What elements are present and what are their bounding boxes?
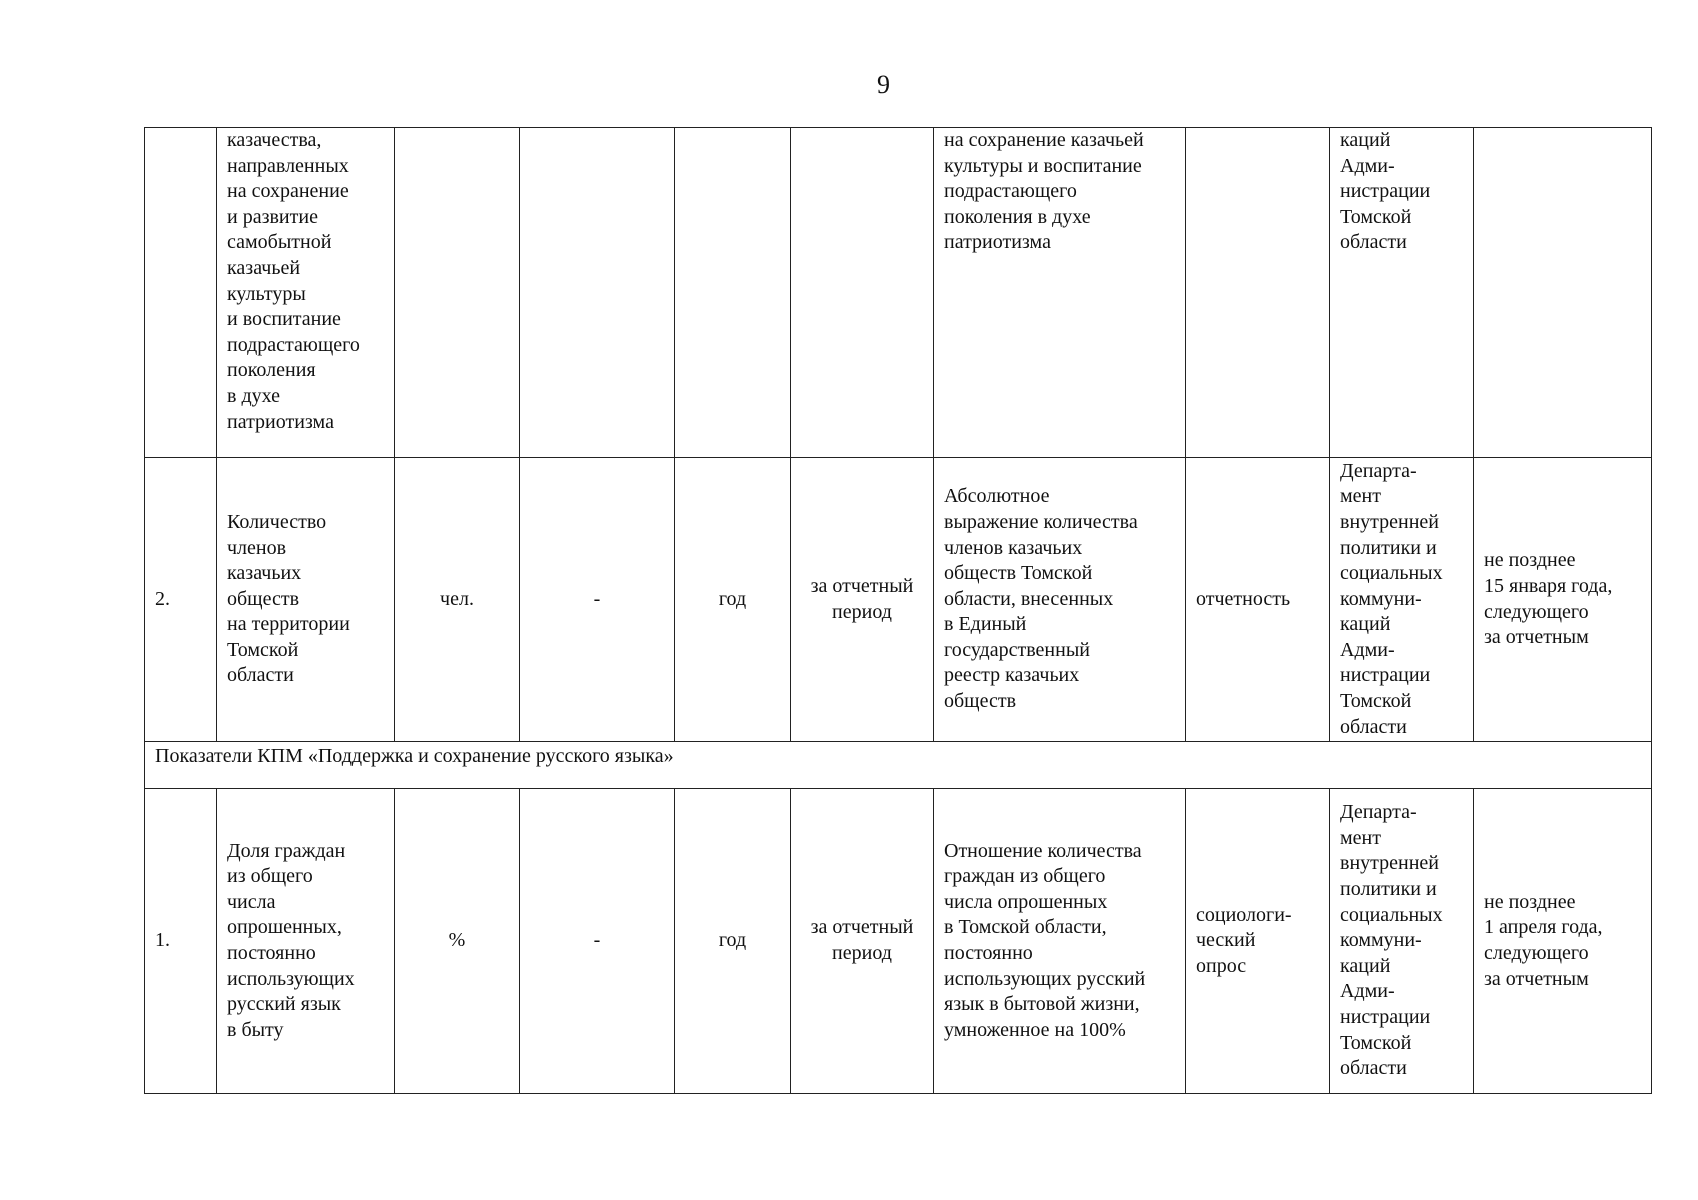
cell-indicator-name: казачества, направленных на сохранение и развитие самобытной казачьей культуры и воспитание подрастающего поколения в духе патриотизма [217, 128, 395, 458]
cell-responsible: Департа- мент внутренней политики и социальных коммуни- каций Адми- нистрации Томской области [1330, 789, 1474, 1094]
cell-number [145, 128, 217, 458]
cell-indicator-name: Количество членов казачьих обществ на территории Томской области [217, 458, 395, 742]
page-number: 9 [877, 70, 890, 99]
cell-time-characteristic [791, 128, 934, 458]
cell-responsible: каций Адми- нистрации Томской области [1330, 128, 1474, 458]
cell-number: 2. [145, 458, 217, 742]
table-row [145, 458, 1652, 742]
cell-method: социологи- ческий опрос [1186, 789, 1330, 1094]
cell-deadline: не позднее 1 апреля года, следующего за отчетным [1474, 789, 1652, 1094]
indicators-table [144, 127, 1652, 1094]
cell-number: 1. [145, 789, 217, 1094]
cell-unit: чел. [395, 458, 520, 742]
cell-method [1186, 128, 1330, 458]
cell-time-characteristic: за отчетный период [791, 458, 934, 742]
cell-unit [395, 128, 520, 458]
cell-deadline [1474, 128, 1652, 458]
cell-trend: - [520, 789, 675, 1094]
table-section-row [145, 742, 1652, 789]
cell-indicator-name: Доля граждан из общего числа опрошенных, постоянно использующих русский язык в быту [217, 789, 395, 1094]
table-row [145, 789, 1652, 1094]
cell-method: отчетность [1186, 458, 1330, 742]
cell-periodicity [675, 128, 791, 458]
table-row-continued [145, 128, 1652, 458]
cell-deadline: не позднее 15 января года, следующего за отчетным [1474, 458, 1652, 742]
cell-trend: - [520, 458, 675, 742]
cell-periodicity: год [675, 789, 791, 1094]
cell-definition: Отношение количества граждан из общего числа опрошенных в Томской области, постоянно использующих русский язык в бытовой жизни, умноженное на 100% [934, 789, 1186, 1094]
cell-periodicity: год [675, 458, 791, 742]
cell-unit: % [395, 789, 520, 1094]
cell-responsible: Департа- мент внутренней политики и социальных коммуни- каций Адми- нистрации Томской области [1330, 458, 1474, 742]
section-heading: Показатели КПМ «Поддержка и сохранение русского языка» [145, 742, 1652, 789]
cell-definition: Абсолютное выражение количества членов казачьих обществ Томской области, внесенных в Единый государственный реестр казачьих обществ [934, 458, 1186, 742]
cell-time-characteristic: за отчетный период [791, 789, 934, 1094]
cell-definition: на сохранение казачьей культуры и воспитание подрастающего поколения в духе патриотизма [934, 128, 1186, 458]
cell-trend [520, 128, 675, 458]
